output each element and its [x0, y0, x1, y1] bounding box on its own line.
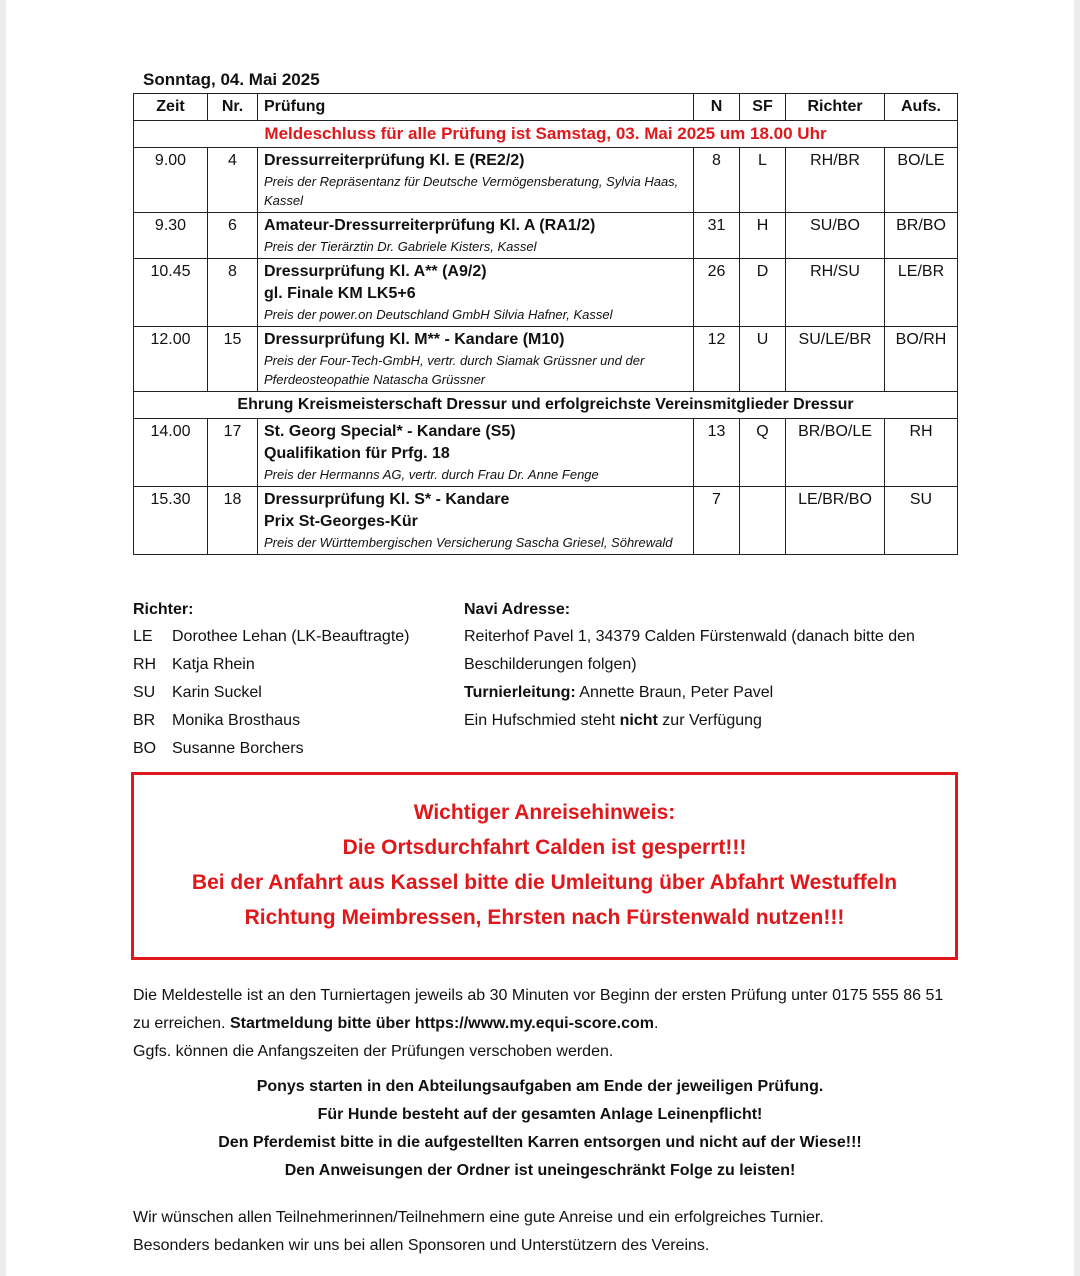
judge-name: Katja Rhein — [172, 656, 255, 673]
cell-zeit: 9.30 — [134, 213, 208, 259]
judge-code: SU — [133, 684, 156, 701]
cell-sf: L — [740, 148, 786, 213]
notice-heading: Wichtiger Anreisehinweis: — [413, 801, 676, 824]
page-edge-right — [1074, 0, 1080, 1276]
farrier-text: Ein Hufschmied steht — [464, 712, 620, 729]
cell-aufs: RH — [885, 419, 958, 487]
cell-richter: LE/BR/BO — [786, 487, 885, 555]
cell-nr: 4 — [208, 148, 258, 213]
cell-aufs: BO/LE — [885, 148, 958, 213]
navi-heading: Navi Adresse: — [464, 601, 571, 618]
judge-code: BR — [133, 712, 156, 729]
judge-name: Monika Brosthaus — [172, 712, 301, 729]
cell-nr: 6 — [208, 213, 258, 259]
table-row — [134, 259, 958, 327]
cell-pruefung — [258, 213, 694, 259]
deadline-notice: Meldeschluss für alle Prüfung ist Samstag, 03. Mai 2025 um 18.00 Uhr — [134, 121, 958, 148]
table-row — [134, 148, 958, 213]
table-row — [134, 327, 958, 392]
cell-richter: RH/SU — [786, 259, 885, 327]
notice-line: Bei der Anfahrt aus Kassel bitte die Umleitung über Abfahrt Westuffeln — [191, 871, 898, 894]
cell-n: 8 — [694, 148, 740, 213]
table-row — [134, 419, 958, 487]
table-row — [134, 487, 958, 555]
info-text: Die Meldestelle ist an den Turniertagen jeweils ab 30 Minuten vor Beginn der ersten Prüfung unter 0175 555 86 51 zu erreichen. — [133, 987, 944, 1032]
table-header-row — [134, 94, 958, 121]
rule-line: Den Pferdemist bitte in die aufgestellten Karren entsorgen und nicht auf der Wiese!!! — [218, 1134, 862, 1151]
cell-aufs: SU — [885, 487, 958, 555]
management-names: Annette Braun, Peter Pavel — [575, 684, 774, 701]
judge-name: Dorothee Lehan (LK-Beauftragte) — [172, 628, 410, 645]
header-nr: Nr. — [208, 94, 258, 121]
info-schedule-note: Ggfs. können die Anfangszeiten der Prüfungen verschoben werden. — [133, 1043, 614, 1060]
cell-n: 31 — [694, 213, 740, 259]
cell-aufs: BO/RH — [885, 327, 958, 392]
judge-code: BO — [133, 740, 157, 757]
management-label: Turnierleitung: — [464, 684, 576, 701]
pruefung-subtitle: gl. Finale KM LK5+6 — [264, 285, 416, 302]
pruefung-prize: Preis der Four-Tech-GmbH, vertr. durch Siamak Grüssner und der Pferdeosteopathie Natascha Grüssner — [264, 353, 645, 387]
header-sf: SF — [740, 94, 786, 121]
closing-section — [133, 1204, 953, 1260]
cell-n: 12 — [694, 327, 740, 392]
cell-aufs: LE/BR — [885, 259, 958, 327]
cell-nr: 8 — [208, 259, 258, 327]
judge-name: Karin Suckel — [172, 684, 262, 701]
judges-heading: Richter: — [133, 601, 194, 618]
header-richter: Richter — [786, 94, 885, 121]
cell-nr: 18 — [208, 487, 258, 555]
header-zeit: Zeit — [134, 94, 208, 121]
header-pruefung: Prüfung — [258, 94, 694, 121]
table-row — [134, 213, 958, 259]
cell-sf: U — [740, 327, 786, 392]
pruefung-subtitle: Prix St-Georges-Kür — [264, 513, 418, 530]
cell-n: 7 — [694, 487, 740, 555]
travel-notice-box — [131, 772, 958, 960]
header-aufs: Aufs. — [885, 94, 958, 121]
cell-richter: RH/BR — [786, 148, 885, 213]
judge-item — [133, 651, 409, 679]
cell-sf — [740, 487, 786, 555]
deadline-row — [134, 121, 958, 148]
honor-notice: Ehrung Kreismeisterschaft Dressur und erfolgreichste Vereinsmitglieder Dressur — [134, 392, 958, 419]
cell-pruefung — [258, 148, 694, 213]
notice-line: Richtung Meimbressen, Ehrsten nach Fürstenwald nutzen!!! — [244, 906, 845, 929]
closing-line: Wir wünschen allen Teilnehmerinnen/Teilnehmern eine gute Anreise und ein erfolgreiches Turnier. — [133, 1209, 824, 1226]
cell-n: 13 — [694, 419, 740, 487]
cell-sf: D — [740, 259, 786, 327]
judge-item — [133, 735, 409, 763]
pruefung-prize: Preis der Repräsentanz für Deutsche Vermögensberatung, Sylvia Haas, Kassel — [264, 174, 679, 208]
rules-section — [133, 1073, 947, 1185]
farrier-text-end: zur Verfügung — [657, 712, 762, 729]
cell-richter: BR/BO/LE — [786, 419, 885, 487]
cell-richter: SU/BO — [786, 213, 885, 259]
cell-sf: H — [740, 213, 786, 259]
info-period: . — [653, 1015, 659, 1032]
cell-zeit: 9.00 — [134, 148, 208, 213]
judges-section — [133, 597, 409, 763]
info-start-registration: Startmeldung bitte über https://www.my.equi-score.com — [229, 1015, 654, 1032]
pruefung-name: Dressurprüfung Kl. M** - Kandare (M10) — [264, 331, 565, 348]
pruefung-prize: Preis der Tierärztin Dr. Gabriele Kisters, Kassel — [264, 239, 537, 254]
pruefung-name: Dressurprüfung Kl. A** (A9/2) — [264, 263, 487, 280]
cell-n: 26 — [694, 259, 740, 327]
judge-item — [133, 679, 409, 707]
tournament-management — [464, 679, 954, 707]
pruefung-prize: Preis der Württembergischen Versicherung Sascha Griesel, Söhrewald — [264, 535, 673, 550]
notice-line: Die Ortsdurchfahrt Calden ist gesperrt!!! — [342, 836, 747, 859]
cell-pruefung — [258, 327, 694, 392]
cell-nr: 15 — [208, 327, 258, 392]
closing-line: Besonders bedanken wir uns bei allen Sponsoren und Unterstützern des Vereins. — [133, 1237, 710, 1254]
rule-line: Den Anweisungen der Ordner ist uneingeschränkt Folge zu leisten! — [284, 1162, 796, 1179]
judge-item — [133, 707, 409, 735]
cell-nr: 17 — [208, 419, 258, 487]
cell-zeit: 10.45 — [134, 259, 208, 327]
navi-address: Reiterhof Pavel 1, 34379 Calden Fürstenwald (danach bitte den Beschilderungen folgen) — [464, 628, 915, 673]
cell-zeit: 12.00 — [134, 327, 208, 392]
registration-info — [133, 982, 953, 1066]
pruefung-name: Amateur-Dressurreiterprüfung Kl. A (RA1/2) — [264, 217, 596, 234]
cell-pruefung — [258, 259, 694, 327]
cell-pruefung — [258, 487, 694, 555]
cell-pruefung — [258, 419, 694, 487]
day-title: Sonntag, 04. Mai 2025 — [143, 70, 320, 89]
honor-row — [134, 392, 958, 419]
cell-aufs: BR/BO — [885, 213, 958, 259]
cell-richter: SU/LE/BR — [786, 327, 885, 392]
judge-name: Susanne Borchers — [172, 740, 304, 757]
pruefung-subtitle: Qualifikation für Prfg. 18 — [264, 445, 450, 462]
schedule-table — [133, 93, 958, 555]
page-edge-left — [0, 0, 6, 1276]
pruefung-name: Dressurreiterprüfung Kl. E (RE2/2) — [264, 152, 525, 169]
cell-sf: Q — [740, 419, 786, 487]
pruefung-prize: Preis der power.on Deutschland GmbH Silvia Hafner, Kassel — [264, 307, 613, 322]
farrier-emphasis: nicht — [619, 712, 658, 729]
navi-section — [464, 597, 954, 735]
judge-code: RH — [133, 656, 157, 673]
rule-line: Für Hunde besteht auf der gesamten Anlage Leinenpflicht! — [317, 1106, 763, 1123]
judge-item — [133, 623, 409, 651]
pruefung-name: St. Georg Special* - Kandare (S5) — [264, 423, 516, 440]
judge-code: LE — [133, 628, 153, 645]
pruefung-name: Dressurprüfung Kl. S* - Kandare — [264, 491, 510, 508]
cell-zeit: 15.30 — [134, 487, 208, 555]
pruefung-prize: Preis der Hermanns AG, vertr. durch Frau Dr. Anne Fenge — [264, 467, 599, 482]
cell-zeit: 14.00 — [134, 419, 208, 487]
rule-line: Ponys starten in den Abteilungsaufgaben am Ende der jeweiligen Prüfung. — [256, 1078, 824, 1095]
header-n: N — [694, 94, 740, 121]
farrier-note — [464, 707, 954, 735]
